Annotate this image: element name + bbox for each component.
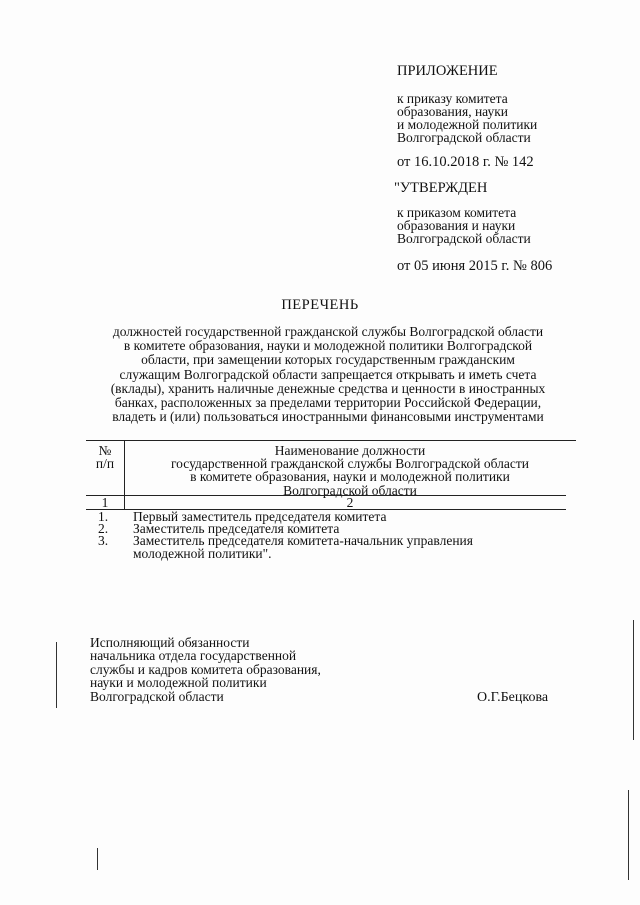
to-order-line: Волгоградской области [397,130,531,145]
approved-order-line: Волгоградской области [397,231,531,246]
approved-label: "УТВЕРЖДЕН [394,180,488,196]
row-position: Первый заместитель председателя комитета [133,509,387,524]
scan-dot-mark [97,848,98,870]
header-name-line: в комитете образования, науки и молодежной политики [190,469,510,485]
approved-order-block [397,206,531,245]
signature-line: начальника отдела государственной [90,648,297,664]
to-order-line: и молодежной политики [397,117,538,132]
row-position [133,534,473,560]
description-line: области, при замещении которых государственным гражданским [141,352,515,368]
description-line: (вклады), хранить наличные денежные средства и ценности в иностранных [110,380,546,396]
signature-line: науки и молодежной политики [90,675,267,691]
list-title: ПЕРЕЧЕНЬ [281,297,359,313]
row-position-line: молодежной политики". [133,546,272,561]
signature-position [90,636,321,703]
description-paragraph [60,325,596,424]
header-number-line: п/п [95,456,115,471]
appendix-title: ПРИЛОЖЕНИЕ [397,63,498,79]
table-header-name [124,444,576,497]
to-order-line: к приказу комитета [397,91,508,106]
signatory-name: О.Г.Бецкова [477,690,549,705]
signature-line: службы и кадров комитета образования, [90,661,321,677]
scan-edge-mark [633,620,634,740]
approved-date-number: от 05 июня 2015 г. № 806 [397,258,553,274]
to-order-line: образования, науки [397,104,509,119]
row-number: 3. [98,533,109,548]
order-date-number: от 16.10.2018 г. № 142 [397,154,534,170]
description-line: владеть и (или) пользоваться иностранными финансовыми инструментами [112,409,544,425]
header-name-line: Наименование должности [274,443,426,458]
description-line: должностей государственной гражданской службы Волгоградской области [112,324,544,339]
scan-edge-mark [628,790,629,880]
row-number: 1. [98,509,109,524]
description-line: в комитете образования, науки и молодежной политики Волгоградской [123,338,533,354]
to-order-block [397,92,537,144]
row-number: 2. [98,521,109,536]
signature-line: Волгоградской области [90,688,224,704]
approved-order-line: образования и науки [397,218,516,233]
column-number-2: 2 [346,495,354,510]
description-line: банках, расположенных за пределами территории Российской Федерации, [114,395,542,411]
approved-order-line: к приказом комитета [397,205,517,220]
description-line: служащим Волгоградской области запрещается открывать и иметь счета [119,366,537,382]
header-name-line: государственной гражданской службы Волгоградской области [170,456,529,472]
scan-margin-mark [56,642,57,708]
header-number-line: № [98,443,112,458]
row-position: Заместитель председателя комитета [133,521,340,536]
table-top-rule [86,440,576,441]
column-number-1: 1 [101,495,109,510]
table-header-number [86,444,124,470]
header-name-line: Волгоградской области [283,482,417,498]
row-position-line: Заместитель председателя комитета-начальник управления [133,533,473,548]
signature-line: Исполняющий обязанности [90,635,250,650]
